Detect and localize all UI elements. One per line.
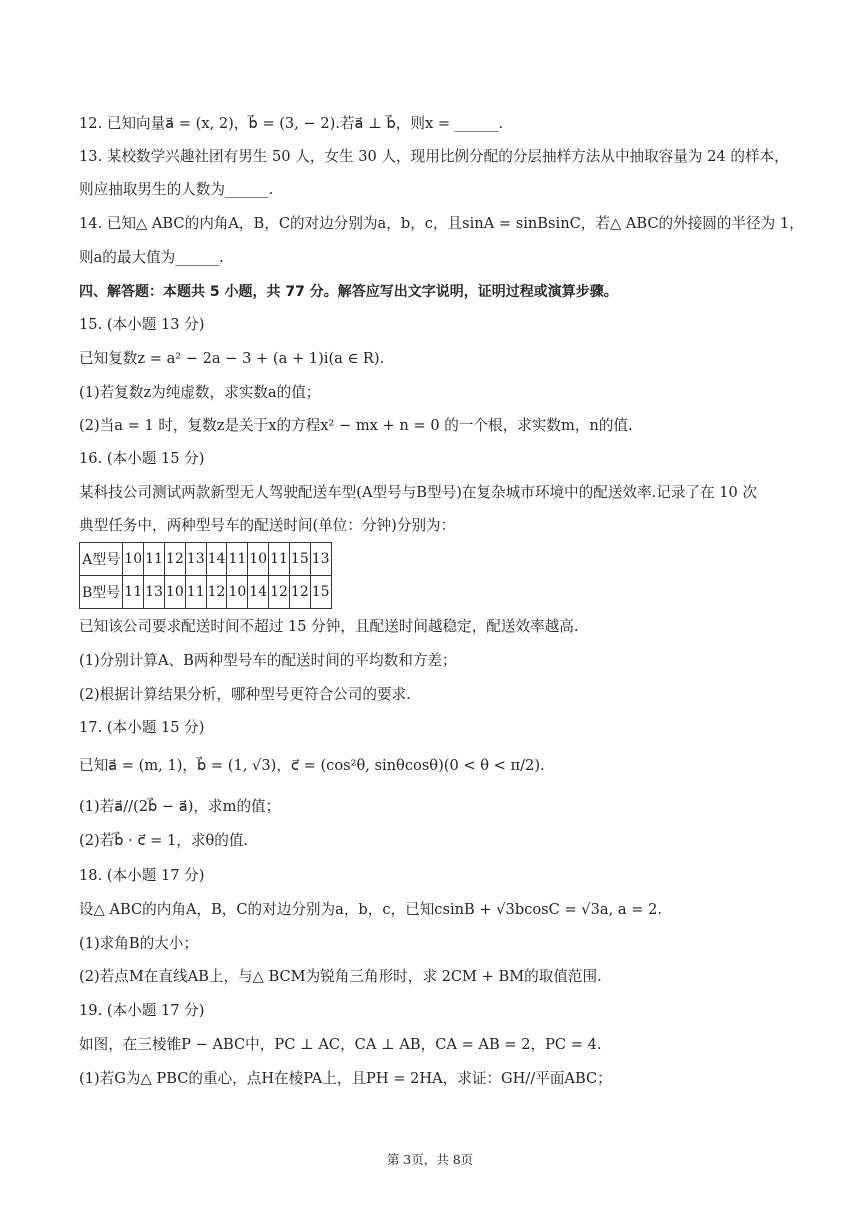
question-16-part-2: (2)根据计算结果分析，哪种型号更符合公司的要求. (79, 686, 411, 703)
question-19-part-1: (1)若G为△ PBC的重心，点H在棱PA上，且PH = 2HA，求证：GH//平面ABC； (79, 1070, 612, 1087)
table-cell: 13 (310, 543, 331, 576)
table-cell: 15 (289, 543, 310, 576)
question-18-header: 18. (本小题 17 分) (79, 867, 205, 884)
table-cell: 11 (144, 543, 165, 576)
table-row (80, 543, 332, 576)
table-cell: 10 (164, 576, 185, 609)
question-16-stem-1: 某科技公司测试两款新型无人驾驶配送车型(A型号与B型号)在复杂城市环境中的配送效率.记录了在 10 次 (79, 484, 758, 501)
question-15-header: 15. (本小题 13 分) (79, 316, 205, 333)
question-15-stem: 已知复数z = a² − 2a − 3 + (a + 1)i(a ∈ R). (79, 350, 385, 367)
question-14-line-1: 14. 已知△ ABC的内角A，B，C的对边分别为a，b，c，且sinA = sinBsinC，若△ ABC的外接圆的半径为 1， (79, 215, 804, 232)
question-18-part-1: (1)求角B的大小； (79, 935, 198, 952)
question-17-part-2: (2)若b⃗ · c⃗ = 1，求θ的值. (79, 832, 249, 849)
table-cell: 14 (248, 576, 269, 609)
question-19-stem: 如图，在三棱锥P − ABC中，PC ⊥ AC，CA ⊥ AB，CA = AB = 2，PC = 4. (79, 1036, 602, 1053)
question-13-line-1: 13. 某校数学兴趣社团有男生 50 人，女生 30 人，现用比例分配的分层抽样方法从中抽取容量为 24 的样本， (79, 148, 789, 165)
table-cell: 11 (185, 576, 206, 609)
page-footer: 第 3页，共 8页 (386, 1152, 474, 1167)
question-16-stem-2: 典型任务中，两种型号车的配送时间(单位：分钟)分别为： (79, 517, 456, 534)
table-cell: 10 (248, 543, 269, 576)
question-13-line-2: 则应抽取男生的人数为______. (79, 181, 274, 198)
question-12: 12. 已知向量a⃗ = (x, 2)，b⃗ = (3, − 2).若a⃗ ⊥ b⃗，则x = ______. (79, 115, 504, 132)
table-cell: 13 (185, 543, 206, 576)
table-row (80, 576, 332, 609)
table-cell: 12 (164, 543, 185, 576)
table-cell: 11 (123, 576, 144, 609)
table-cell: 12 (206, 576, 227, 609)
question-15-part-1: (1)若复数z为纯虚数，求实数a的值； (79, 384, 321, 401)
question-15-part-2: (2)当a = 1 时，复数z是关于x的方程x² − mx + n = 0 的一个根，求实数m，n的值. (79, 417, 633, 434)
table-cell: 11 (269, 543, 290, 576)
question-18-stem: 设△ ABC的内角A，B，C的对边分别为a，b，c，已知csinB + √3bcosC = √3a, a = 2. (79, 901, 663, 918)
question-19-header: 19. (本小题 17 分) (79, 1002, 205, 1019)
question-17-header: 17. (本小题 15 分) (79, 719, 205, 736)
question-17-stem: 已知a⃗ = (m, 1)，b⃗ = (1, √3)，c⃗ = (cos²θ, sinθcosθ)(0 < θ < π/2). (79, 757, 545, 774)
question-16-part-1: (1)分别计算A、B两种型号车的配送时间的平均数和方差； (79, 652, 457, 669)
table-cell: 12 (269, 576, 290, 609)
question-16-header: 16. (本小题 15 分) (79, 450, 205, 467)
table-cell: 15 (310, 576, 331, 609)
table-cell: 10 (123, 543, 144, 576)
table-row-label: B型号 (80, 576, 123, 609)
question-14-line-2: 则a的最大值为______. (79, 249, 224, 266)
table-row-label: A型号 (80, 543, 123, 576)
question-18-part-2: (2)若点M在直线AB上，与△ BCM为锐角三角形时，求 2CM + BM的取值范围. (79, 968, 602, 985)
table-cell: 10 (227, 576, 248, 609)
table-cell: 13 (144, 576, 165, 609)
table-cell: 12 (289, 576, 310, 609)
table-cell: 11 (227, 543, 248, 576)
table-cell: 14 (206, 543, 227, 576)
delivery-time-table (79, 542, 332, 609)
question-17-part-1: (1)若a⃗//(2b⃗ − a⃗)，求m的值； (79, 798, 281, 815)
section-heading: 四、解答题：本题共 5 小题，共 77 分。解答应写出文字说明，证明过程或演算步骤。 (79, 284, 618, 300)
question-16-requirement: 已知该公司要求配送时间不超过 15 分钟，且配送时间越稳定，配送效率越高. (79, 618, 579, 635)
